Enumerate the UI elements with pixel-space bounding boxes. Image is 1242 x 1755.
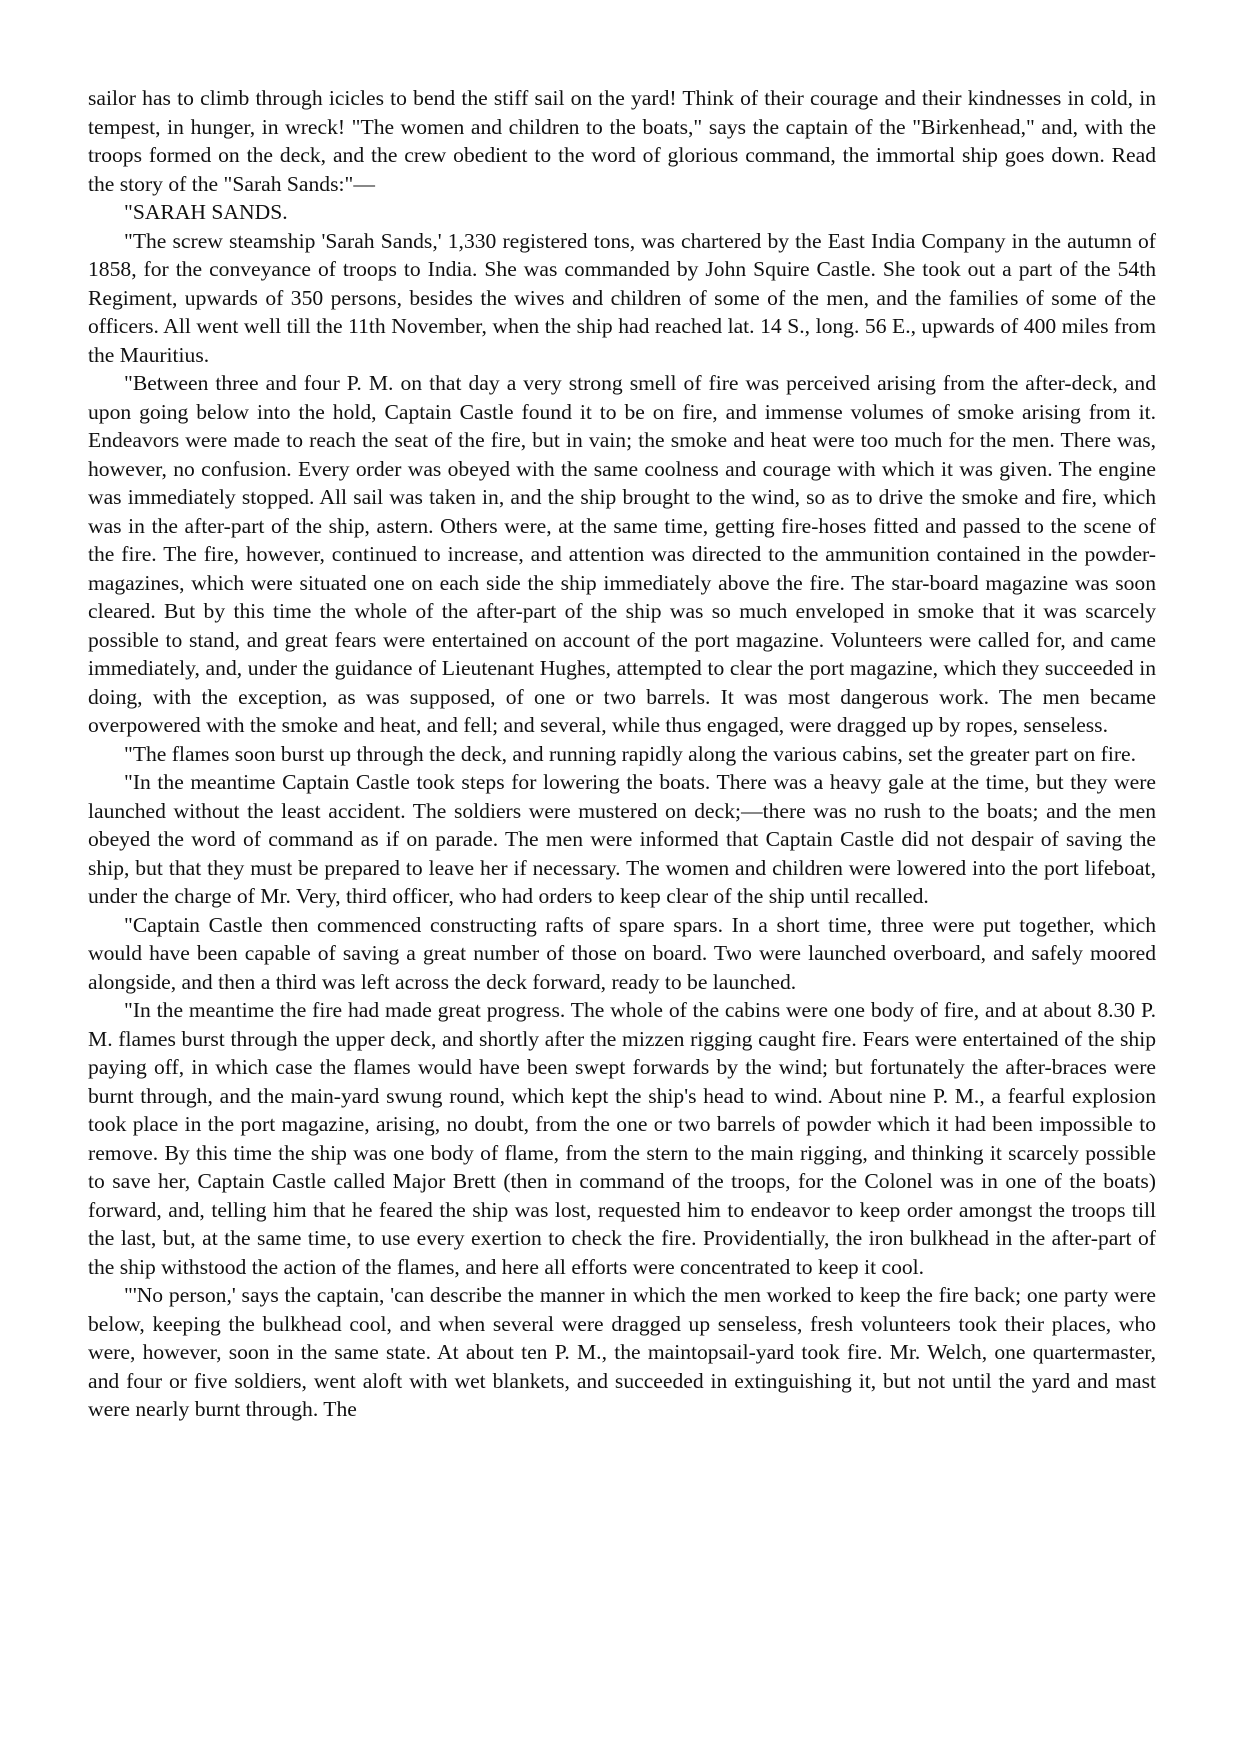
section-heading: "SARAH SANDS. xyxy=(124,200,288,224)
paragraph: "In the meantime Captain Castle took steps for lowering the boats. There was a heavy gale at the time, but they were launched without the least accident. The soldiers were mustered on deck;—there was no rush to the boats; and the men obeyed the word of command as if on parade. The men were informed that Captain Castle did not despair of saving the ship, but that they must be prepared to leave her if necessary. The women and children were lowered into the port lifeboat, under the charge of Mr. Very, third officer, who had orders to keep clear of the ship until recalled. xyxy=(88,770,1156,908)
document-page xyxy=(88,84,1156,1424)
paragraph-continuation: sailor has to climb through icicles to bend the stiff sail on the yard! Think of their courage and their kindnesses in cold, in tempest, in hunger, in wreck! "The women and children to the boats," says the captain of the "Birkenhead," and, with the troops formed on the deck, and the crew obedient to the word of glorious command, the immortal ship goes down. Read the story of the "Sarah Sands:"— xyxy=(88,86,1156,196)
paragraph: "The flames soon burst up through the deck, and running rapidly along the various cabins, set the greater part on fire. xyxy=(124,741,1137,766)
paragraph: "Between three and four P. M. on that day a very strong smell of fire was perceived arising from the after-deck, and upon going below into the hold, Captain Castle found it to be on fire, and immense volumes of smoke arising from it. Endeavors were made to reach the seat of the fire, but in vain; the smoke and heat were too much for the men. There was, however, no confusion. Every order was obeyed with the same coolness and courage with which it was given. The engine was immediately stopped. All sail was taken in, and the ship brought to the wind, so as to drive the smoke and fire, which was in the after-part of the ship, astern. Others were, at the same time, getting fire-hoses fitted and passed to the scene of the fire. The fire, however, continued to increase, and attention was directed to the ammunition contained in the powder-magazines, which were situated one on each side the ship immediately above the fire. The star-board magazine was soon cleared. But by this time the whole of the after-part of the ship was so much enveloped in smoke that it was scarcely possible to stand, and great fears were entertained on account of the port magazine. Volunteers were called for, and came immediately, and, under the guidance of Lieutenant Hughes, attempted to clear the port magazine, which they succeeded in doing, with the exception, as was supposed, of one or two barrels. It was most dangerous work. The men became overpowered with the smoke and heat, and fell; and several, while thus engaged, were dragged up by ropes, senseless. xyxy=(88,371,1156,737)
paragraph: "In the meantime the fire had made great progress. The whole of the cabins were one body of fire, and at about 8.30 P. M. flames burst through the upper deck, and shortly after the mizzen rigging caught fire. Fears were entertained of the ship paying off, in which case the flames would have been swept forwards by the wind; but fortunately the after-braces were burnt through, and the main-yard swung round, which kept the ship's head to wind. About nine P. M., a fearful explosion took place in the port magazine, arising, no doubt, from the one or two barrels of powder which it had been impossible to remove. By this time the ship was one body of flame, from the stern to the main rigging, and thinking it scarcely possible to save her, Captain Castle called Major Brett (then in command of the troops, for the Colonel was in one of the boats) forward, and, telling him that he feared the ship was lost, requested him to endeavor to keep order amongst the troops till the last, but, at the same time, to use every exertion to check the fire. Providentially, the iron bulkhead in the after-part of the ship withstood the action of the flames, and here all efforts were concentrated to keep it cool. xyxy=(88,998,1156,1279)
paragraph: "Captain Castle then commenced constructing rafts of spare spars. In a short time, three were put together, which would have been capable of saving a great number of those on board. Two were launched overboard, and safely moored alongside, and then a third was left across the deck forward, ready to be launched. xyxy=(88,912,1156,994)
paragraph: "'No person,' says the captain, 'can describe the manner in which the men worked to keep the fire back; one party were below, keeping the bulkhead cool, and when several were dragged up senseless, fresh volunteers took their places, who were, however, soon in the same state. At about ten P. M., the maintopsail-yard took fire. Mr. Welch, one quartermaster, and four or five soldiers, went aloft with wet blankets, and succeeded in extinguishing it, but not until the yard and mast were nearly burnt through. The xyxy=(88,1283,1156,1421)
paragraph: "The screw steamship 'Sarah Sands,' 1,330 registered tons, was chartered by the East India Company in the autumn of 1858, for the conveyance of troops to India. She was commanded by John Squire Castle. She took out a part of the 54th Regiment, upwards of 350 persons, besides the wives and children of some of the men, and the families of some of the officers. All went well till the 11th November, when the ship had reached lat. 14 S., long. 56 E., upwards of 400 miles from the Mauritius. xyxy=(88,228,1156,367)
